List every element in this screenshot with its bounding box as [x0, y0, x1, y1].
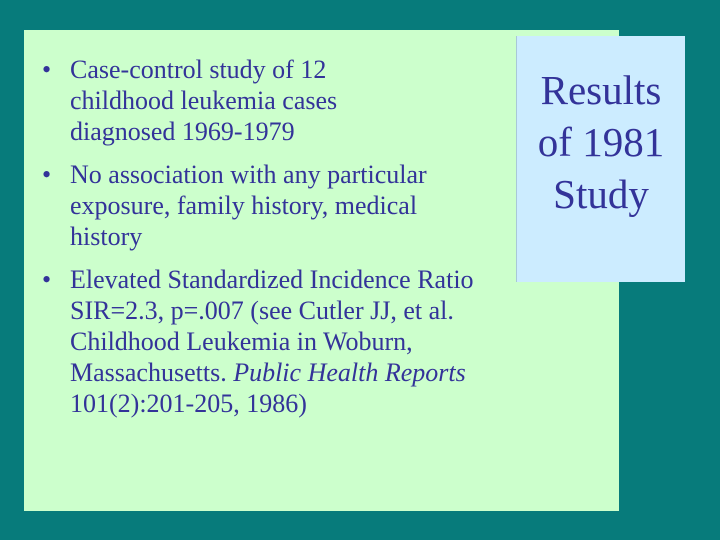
bullet-case-control-study	[24, 54, 402, 147]
bullet-elevated-sir	[24, 264, 580, 419]
bullet-line: history	[70, 222, 143, 251]
bullet-line: 101(2):201-205, 1986)	[70, 389, 307, 418]
slide-title-line: Results	[540, 67, 662, 113]
bullet-line: diagnosed 1969-1979	[70, 117, 295, 146]
bullet-line: Case-control study of 12	[70, 55, 327, 84]
bullet-line: exposure, family history, medical	[70, 191, 418, 220]
bullet-line: SIR=2.3, p=.007 (see Cutler JJ, et al.	[70, 296, 454, 325]
bullet-line: childhood leukemia cases	[70, 86, 338, 115]
bullet-marker: •	[42, 55, 52, 84]
bullet-line: Childhood Leukemia in Woburn,	[70, 327, 413, 356]
slide-title-box	[516, 36, 685, 282]
bullet-marker: •	[42, 265, 52, 294]
bullet-line: Massachusetts.	[70, 358, 234, 387]
bullet-line: Elevated Standardized Incidence Ratio	[70, 265, 474, 294]
bullet-no-association	[24, 159, 427, 252]
slide-title-line: Study	[553, 171, 649, 217]
bullet-marker: •	[42, 160, 52, 189]
slide-title-line: of 1981	[537, 119, 665, 165]
journal-title: Public Health Reports	[233, 358, 466, 387]
bullet-line: No association with any particular	[70, 160, 427, 189]
